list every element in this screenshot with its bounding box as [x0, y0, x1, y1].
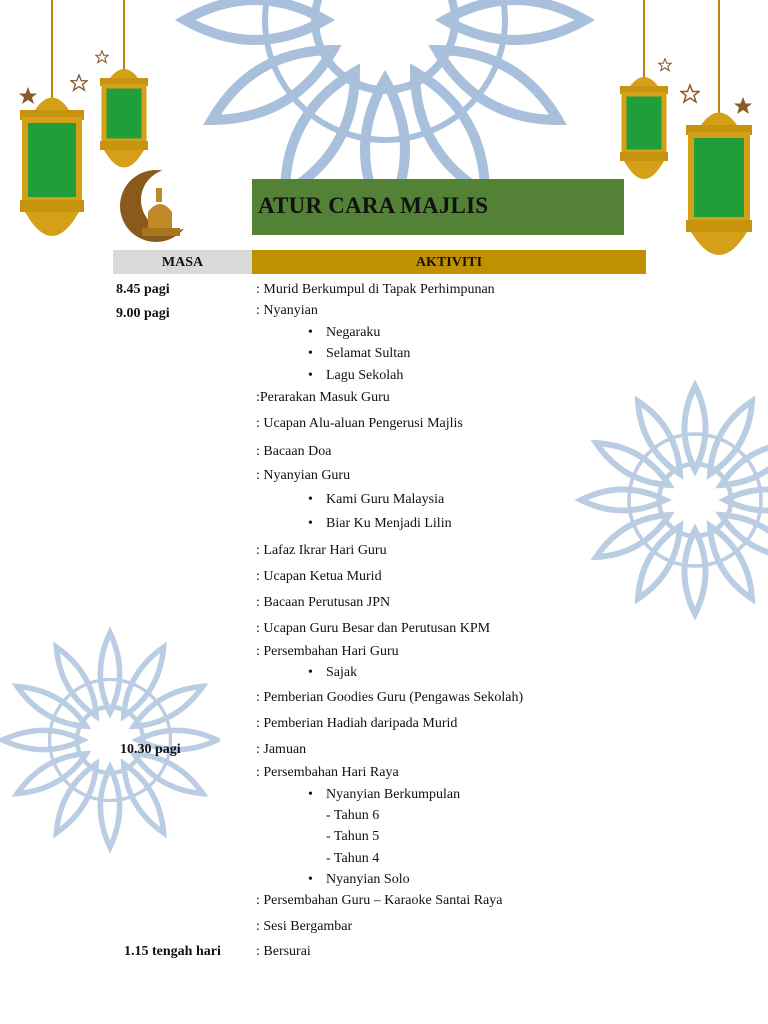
activity-subitem: • Nyanyian Berkumpulan: [326, 787, 460, 803]
activity-subitem: - Tahun 6: [326, 808, 380, 823]
masa-column-header: MASA: [113, 250, 252, 274]
time-label: 9.00 pagi: [116, 306, 170, 321]
mandala-left-ornament: [0, 530, 220, 950]
activity-item: : Bersurai: [256, 944, 311, 959]
hanging-lantern-icon: [15, 0, 90, 255]
hanging-lantern-icon: [618, 0, 670, 195]
star-icon: [18, 86, 38, 106]
star-icon: [95, 50, 109, 64]
activity-subitem: • Sajak: [326, 665, 357, 681]
hanging-lantern-icon: [98, 0, 150, 180]
activity-item: : Persembahan Hari Guru: [256, 644, 399, 659]
activity-item: : Jamuan: [256, 742, 307, 757]
mandala-top-ornament: [165, 0, 605, 180]
page-title: ATUR CARA MAJLIS: [258, 193, 489, 218]
activity-item: : Bacaan Doa: [256, 444, 332, 459]
activity-item: : Persembahan Hari Raya: [256, 765, 399, 780]
activity-subitem: • Biar Ku Menjadi Lilin: [326, 516, 452, 532]
time-label: 1.15 tengah hari: [124, 944, 221, 959]
activity-subitem: • Nyanyian Solo: [326, 872, 410, 888]
activity-item: : Bacaan Perutusan JPN: [256, 595, 391, 610]
activity-item: : Ucapan Guru Besar dan Perutusan KPM: [256, 621, 491, 636]
crescent-moon-mosque-icon: [118, 168, 202, 244]
mandala-right-ornament: [575, 300, 768, 700]
aktiviti-column-header: AKTIVITI: [252, 250, 646, 274]
star-icon: [680, 84, 700, 104]
activity-item: : Lafaz Ikrar Hari Guru: [256, 543, 387, 558]
star-icon: [733, 96, 753, 116]
hanging-lantern-icon: [683, 0, 755, 272]
activity-item: : Ucapan Alu-aluan Pengerusi Majlis: [256, 416, 463, 431]
activity-item: : Nyanyian: [256, 303, 318, 318]
activity-subitem: • Lagu Sekolah: [326, 368, 403, 384]
star-icon: [658, 58, 672, 72]
time-label: 8.45 pagi: [116, 282, 170, 297]
activity-item: : Murid Berkumpul di Tapak Perhimpunan: [256, 282, 495, 297]
activity-item: : Nyanyian Guru: [256, 468, 351, 483]
activity-item: : Pemberian Hadiah daripada Murid: [256, 716, 458, 731]
activity-item: :Perarakan Masuk Guru: [256, 390, 390, 405]
activity-subitem: - Tahun 5: [326, 829, 380, 844]
activity-item: : Pemberian Goodies Guru (Pengawas Sekolah): [256, 690, 524, 705]
activity-subitem: - Tahun 4: [326, 851, 380, 866]
activity-item: : Sesi Bergambar: [256, 919, 353, 934]
time-label: 10.30 pagi: [120, 742, 181, 757]
activity-subitem: • Negaraku: [326, 325, 380, 341]
activity-item: : Persembahan Guru – Karaoke Santai Raya: [256, 893, 503, 908]
star-icon: [70, 74, 88, 92]
activity-item: : Ucapan Ketua Murid: [256, 569, 382, 584]
activity-subitem: • Kami Guru Malaysia: [326, 492, 444, 508]
activity-subitem: • Selamat Sultan: [326, 346, 410, 362]
